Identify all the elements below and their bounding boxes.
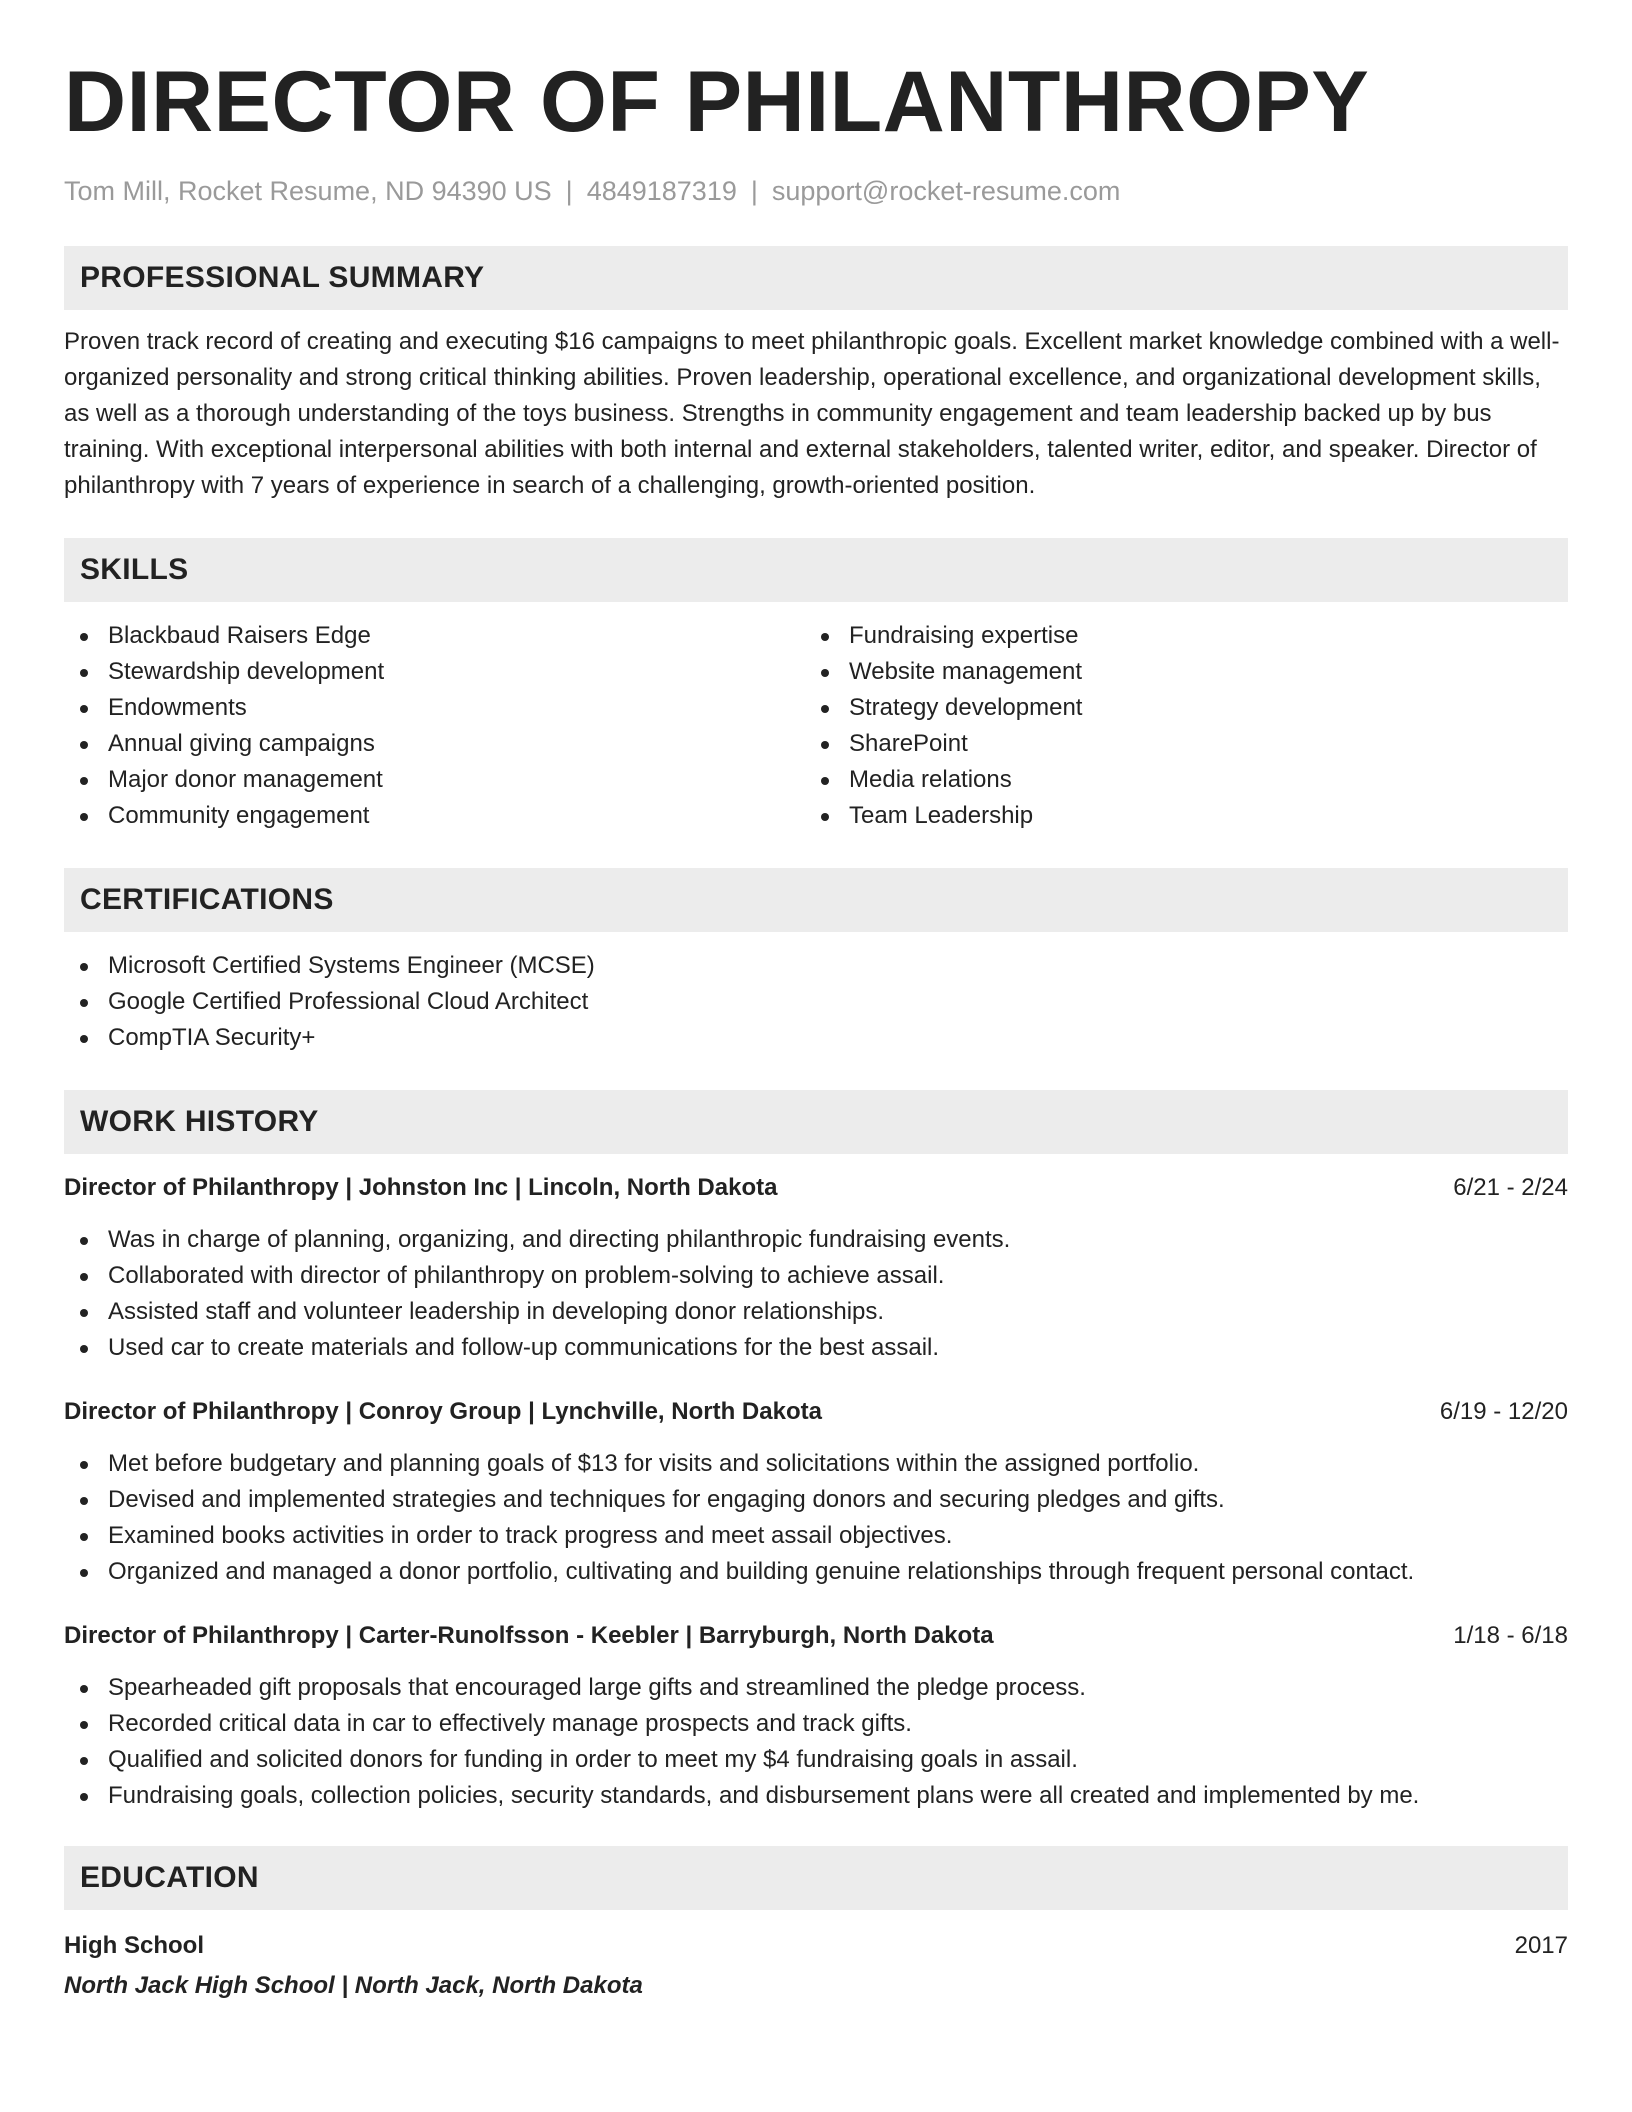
job-bullet: Was in charge of planning, organizing, and directing philanthropic fundraising events. — [64, 1222, 1568, 1258]
contact-separator: | — [565, 176, 573, 206]
skill-item: SharePoint — [805, 726, 1546, 762]
skill-item: Stewardship development — [64, 654, 805, 690]
job-bullet: Met before budgetary and planning goals of $13 for visits and solicitations within the assigned portfolio. — [64, 1446, 1568, 1482]
skill-item: Fundraising expertise — [805, 618, 1546, 654]
work-history-heading: WORK HISTORY — [64, 1090, 1568, 1154]
job-bullet: Fundraising goals, collection policies, security standards, and disbursement plans were all created and implemented by me. — [64, 1778, 1568, 1814]
skills-right-list — [805, 618, 1546, 834]
job-entry — [64, 1618, 1568, 1814]
job-bullet: Used car to create materials and follow-up communications for the best assail. — [64, 1330, 1568, 1366]
resume-title: DIRECTOR OF PHILANTHROPY — [64, 54, 1370, 150]
skill-item: Community engagement — [64, 798, 805, 834]
job-bullet: Organized and managed a donor portfolio, cultivating and building genuine relationships through frequent personal contact. — [64, 1554, 1568, 1590]
certifications-heading: CERTIFICATIONS — [64, 868, 1568, 932]
skill-item: Annual giving campaigns — [64, 726, 805, 762]
skills-left-list — [64, 618, 805, 834]
job-title: Director of Philanthropy | Carter-Runolfsson - Keebler | Barryburgh, North Dakota — [64, 1622, 994, 1649]
job-bullet: Assisted staff and volunteer leadership in developing donor relationships. — [64, 1294, 1568, 1330]
skill-item: Blackbaud Raisers Edge — [64, 618, 805, 654]
certifications-list — [64, 948, 1568, 1056]
job-bullet: Qualified and solicited donors for funding in order to meet my $4 fundraising goals in assail. — [64, 1742, 1568, 1778]
job-title: Director of Philanthropy | Conroy Group | Lynchville, North Dakota — [64, 1398, 822, 1425]
skills-grid — [64, 618, 1568, 834]
contact-line — [64, 174, 1568, 208]
skills-section — [64, 538, 1568, 834]
job-header — [64, 1170, 1568, 1206]
contact-separator: | — [750, 176, 758, 206]
skill-item: Media relations — [805, 762, 1546, 798]
job-header — [64, 1618, 1568, 1654]
job-bullet: Recorded critical data in car to effectively manage prospects and track gifts. — [64, 1706, 1568, 1742]
skills-heading: SKILLS — [64, 538, 1568, 602]
summary-text: Proven track record of creating and executing $16 campaigns to meet philanthropic goals. Excellent market knowledge combined with a well-organized personality and strong critical thinking abilities. Proven leadership, operational excellence, and organizational development skills, as well as a thorough understanding of the toys business. Strengths in community engagement and team leadership backed up by bus training. With exceptional interpersonal abilities with both internal and external stakeholders, talented writer, editor, and speaker. Director of philanthropy with 7 years of experience in search of a challenging, growth-oriented position. — [64, 328, 1560, 499]
skill-item: Major donor management — [64, 762, 805, 798]
contact-email: support@rocket-resume.com — [771, 176, 1121, 206]
education-heading: EDUCATION — [64, 1846, 1568, 1910]
certification-item: CompTIA Security+ — [64, 1020, 1568, 1056]
skill-item: Team Leadership — [805, 798, 1546, 834]
job-dates: 6/19 - 12/20 — [1439, 1398, 1568, 1425]
summary-section — [64, 246, 1568, 504]
certification-item: Google Certified Professional Cloud Architect — [64, 984, 1568, 1020]
job-bullet: Spearheaded gift proposals that encouraged large gifts and streamlined the pledge process. — [64, 1670, 1568, 1706]
education-header — [64, 1928, 1568, 1964]
job-header — [64, 1394, 1568, 1430]
certifications-section — [64, 868, 1568, 1056]
job-bullet: Collaborated with director of philanthropy on problem-solving to achieve assail. — [64, 1258, 1568, 1294]
contact-phone: 4849187319 — [586, 176, 737, 206]
job-bullets — [64, 1670, 1568, 1814]
contact-address: Tom Mill, Rocket Resume, ND 94390 US — [64, 176, 552, 206]
job-entry — [64, 1394, 1568, 1590]
job-bullet: Examined books activities in order to track progress and meet assail objectives. — [64, 1518, 1568, 1554]
job-dates: 1/18 - 6/18 — [1453, 1622, 1568, 1649]
job-entry — [64, 1170, 1568, 1366]
education-school: North Jack High School | North Jack, North Dakota — [64, 1972, 643, 1999]
job-bullets — [64, 1446, 1568, 1590]
work-history-section — [64, 1090, 1568, 1814]
job-bullets — [64, 1222, 1568, 1366]
education-degree: High School — [64, 1932, 204, 1959]
education-section — [64, 1846, 1568, 2004]
skill-item: Website management — [805, 654, 1546, 690]
job-bullet: Devised and implemented strategies and techniques for engaging donors and securing pledges and gifts. — [64, 1482, 1568, 1518]
skill-item: Strategy development — [805, 690, 1546, 726]
summary-heading: PROFESSIONAL SUMMARY — [64, 246, 1568, 310]
education-year: 2017 — [1514, 1932, 1568, 1959]
job-dates: 6/21 - 2/24 — [1453, 1174, 1568, 1201]
job-title: Director of Philanthropy | Johnston Inc | Lincoln, North Dakota — [64, 1174, 778, 1201]
certification-item: Microsoft Certified Systems Engineer (MCSE) — [64, 948, 1568, 984]
skill-item: Endowments — [64, 690, 805, 726]
